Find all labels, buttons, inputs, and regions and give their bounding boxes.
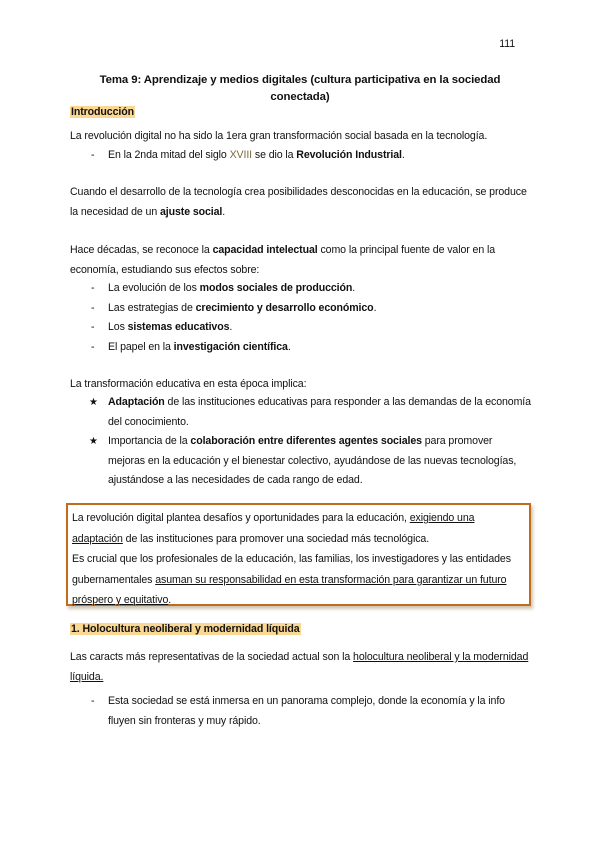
list-item: - Las estrategias de crecimiento y desarrollo económico. bbox=[70, 299, 532, 319]
list-item: - El papel en la investigación científica. bbox=[70, 338, 532, 358]
implications-list bbox=[70, 393, 532, 491]
intro-paragraph-4: La transformación educativa en esta época implica: bbox=[70, 378, 307, 390]
list-item: - En la 2nda mitad del siglo XVIII se dio la Revolución Industrial. bbox=[70, 146, 532, 166]
page-title: Tema 9: Aprendizaje y medios digitales (cultura participativa en la sociedad conectada) bbox=[99, 74, 501, 103]
intro-heading bbox=[70, 104, 135, 121]
list-item: - Esta sociedad se está inmersa en un panorama complejo, donde la economía y la info fluyen sin fronteras y muy rápido. bbox=[70, 692, 532, 731]
intro-bullet-list-1 bbox=[70, 146, 532, 166]
section-1-heading-text: 1. Holocultura neoliberal y modernidad líquida bbox=[71, 623, 300, 635]
intro-paragraph-3: Hace décadas, se reconoce la capacidad intelectual como la principal fuente de valor en la economía, estudiando sus efectos sobre: bbox=[70, 244, 496, 276]
effects-list bbox=[70, 279, 532, 357]
list-item: ★ Adaptación de las instituciones educativas para responder a las demandas de la economía del conocimiento. bbox=[70, 393, 532, 432]
section-1-heading bbox=[70, 621, 301, 638]
list-item: - La evolución de los modos sociales de producción. bbox=[70, 279, 532, 299]
intro-paragraph-1: La revolución digital no ha sido la 1era gran transformación social basada en la tecnología. bbox=[70, 130, 488, 142]
section-1-bullet-list bbox=[70, 692, 532, 731]
list-item: ★ Importancia de la colaboración entre diferentes agentes sociales para promover mejoras en la educación y el bienestar colectivo, ayudándose de las nuevas tecnologías, ajustándose a las necesidades de cada rango de edad. bbox=[70, 432, 532, 491]
century-numeral: XVIII bbox=[229, 149, 253, 161]
callout-text: La revolución digital plantea desafíos y oportunidades para la educación, exigiendo una adaptación de las instituciones para promover una sociedad más tecnológica. Es crucial que los profesionales de la educación, las familias, los investigadores y las entidades gubernamentales asuman su responsabilidad en esta transformación para garantizar un futuro próspero y equitativo. bbox=[72, 512, 511, 606]
list-item: - Los sistemas educativos. bbox=[70, 318, 532, 338]
intro-paragraph-2: Cuando el desarrollo de la tecnología crea posibilidades desconocidas en la educación, se produce la necesidad de un ajuste social. bbox=[70, 186, 527, 218]
section-1-paragraph-1: Las caracts más representativas de la sociedad actual son la holocultura neoliberal y la modernidad líquida. bbox=[70, 651, 529, 683]
page-number: 111 bbox=[499, 38, 515, 50]
intro-heading-text: Introducción bbox=[71, 106, 134, 118]
